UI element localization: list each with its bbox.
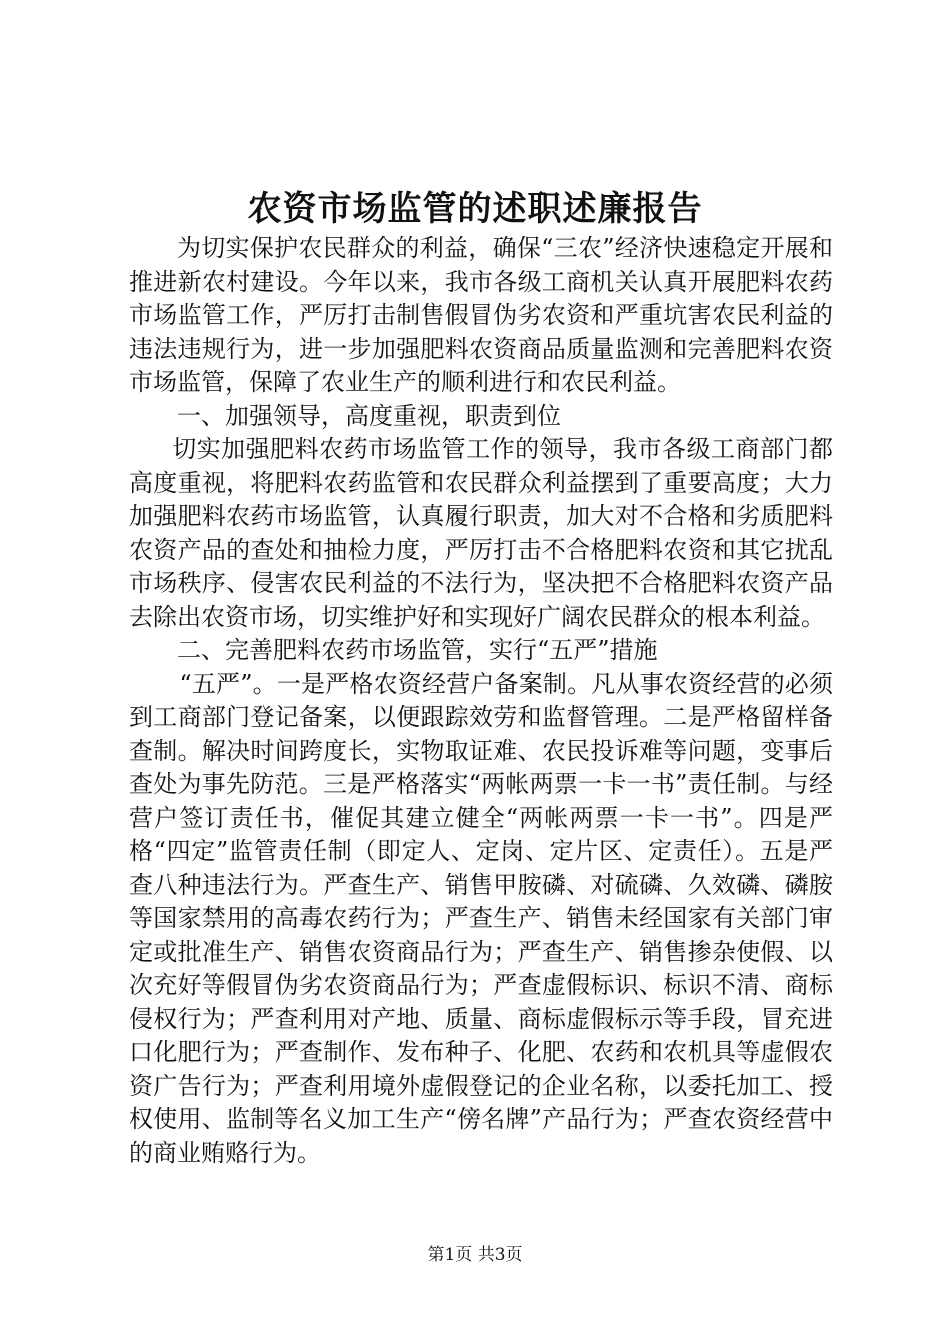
document-body [129, 232, 833, 1170]
section-heading-1: 一、加强领导，高度重视，职责到位 [177, 401, 561, 430]
intro-paragraph: 为切实保护农民群众的利益，确保“三农”经济快速稳定开展和推进新农村建设。今年以来，我市各级工商机关认真开展肥料农药市场监管工作，严厉打击制售假冒伪劣农资和严重坑害农民利益的违法违规行为，进一步加强肥料农资商品质量监测和完善肥料农资市场监管，保障了农业生产的顺利进行和农民利益。 [129, 234, 833, 396]
section-1-paragraph: 切实加强肥料农药市场监管工作的领导，我市各级工商部门都高度重视，将肥料农药监管和农民群众利益摆到了重要高度；大力加强肥料农药市场监管，认真履行职责，加大对不合格和劣质肥料农资产品的查处和抽检力度，严厉打击不合格肥料农资和其它扰乱市场秩序、侵害农民利益的不法行为，坚决把不合格肥料农资产品去除出农资市场，切实维护好和实现好广阔农民群众的根本利益。 [129, 435, 833, 631]
section-2-paragraph: “五严”。一是严格农资经营户备案制。凡从事农资经营的必须到工商部门登记备案，以便跟踪效劳和监督管理。二是严格留样备查制。解决时间跨度长，实物取证难、农民投诉难等问题，变事后查处为事先防范。三是严格落实“两帐两票一卡一书”责任制。与经营户签订责任书，催促其建立健全“两帐两票一卡一书”。四是严格“四定”监管责任制（即定人、定岗、定片区、定责任）。五是严查八种违法行为。严查生产、销售甲胺磷、对硫磷、久效磷、磷胺等国家禁用的高毒农药行为；严查生产、销售未经国家有关部门审定或批准生产、销售农资商品行为；严查生产、销售掺杂使假、以次充好等假冒伪劣农资商品行为；严查虚假标识、标识不清、商标侵权行为；严查利用对产地、质量、商标虚假标示等手段，冒充进口化肥行为；严查制作、发布种子、化肥、农药和农机具等虚假农资广告行为；严查利用境外虚假登记的企业名称，以委托加工、授权使用、监制等名义加工生产“傍名牌”产品行为；严查农资经营中的商业贿赂行为。 [129, 669, 833, 1167]
section-heading-2: 二、完善肥料农药市场监管，实行“五严”措施 [177, 636, 658, 664]
page-number-footer: 第1页 共3页 [427, 1245, 523, 1265]
document-title: 农资市场监管的述职述廉报告 [247, 189, 703, 229]
